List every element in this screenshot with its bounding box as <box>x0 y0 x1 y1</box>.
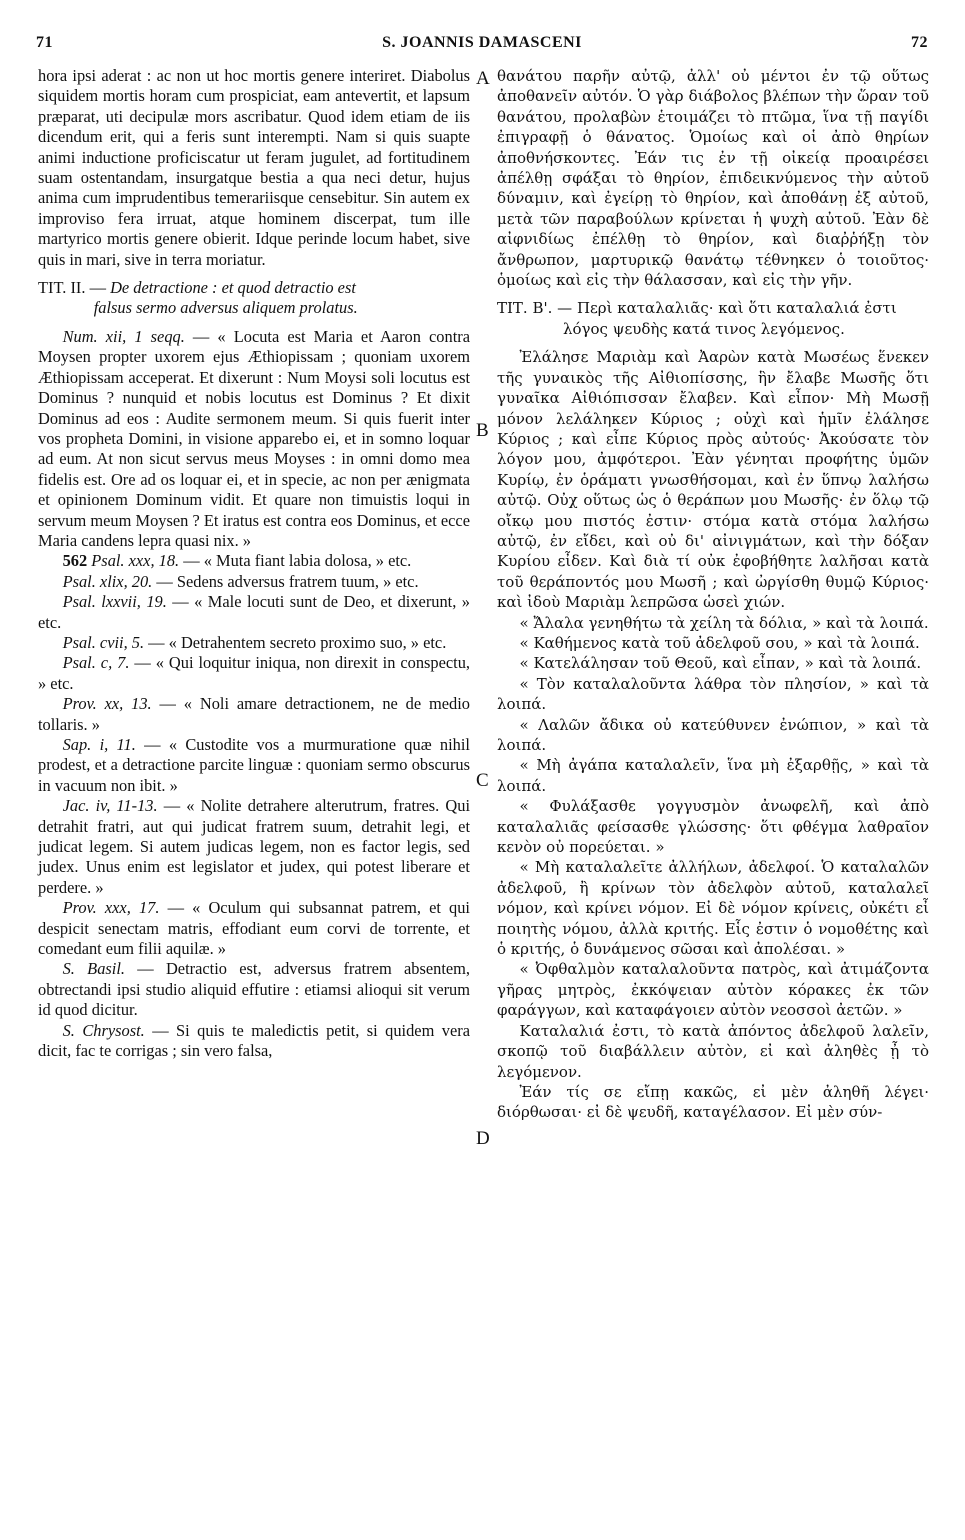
entry-text: — « Detrahentem secreto proximo suo, » etc. <box>144 632 447 652</box>
entry-text: — « Custodite vos a murmuratione quæ nihil prodest, et a detractione parcite linguæ : quoniam sermo obscurus in vacuum non ibit. » <box>38 735 470 795</box>
latin-title-label: TIT. II. — <box>38 278 106 298</box>
latin-entry <box>38 572 470 592</box>
entry-text: — Si quis te maledictis petit, si quidem vera dicit, fac te corrigas ; sin vero falsa, <box>38 1020 470 1061</box>
page-number-right: 72 <box>911 34 928 51</box>
entry-text: — « Muta fiant labia dolosa, » etc. <box>179 551 412 571</box>
entry-text: — « Qui loquitur iniqua, non direxit in conspectu, » etc. <box>38 653 470 693</box>
greek-paragraph: « Λαλῶν ἄδικα οὐ κατεύθυνεν ἐνώπιον, » καὶ τὰ λοιπά. <box>497 715 929 754</box>
greek-paragraph: « Καθήμενος κατὰ τοῦ ἀδελφοῦ σου, » καὶ τὰ λοιπά. <box>519 633 920 652</box>
latin-entry <box>38 694 470 735</box>
latin-entry <box>38 796 470 898</box>
scripture-reference: Prov. xx, 13. <box>62 694 152 714</box>
margin-marker-b: B <box>476 420 489 441</box>
margin-marker-d: D <box>476 1128 490 1149</box>
entry-text: — Sedens adversus fratrem tuum, » etc. <box>152 571 419 591</box>
scripture-reference: Num. xii, 1 seqq. <box>62 326 185 346</box>
greek-paragraph: « Κατελάλησαν τοῦ Θεοῦ, καὶ εἶπαν, » καὶ τὰ λοιπά. <box>519 654 922 673</box>
scripture-reference: Psal. xxx, 18. <box>91 551 180 571</box>
latin-entry <box>38 327 470 551</box>
latin-entry <box>38 653 470 694</box>
latin-entry <box>38 898 470 959</box>
greek-paragraph: « Ἄλαλα γενηθήτω τὰ χείλη τὰ δόλια, » καὶ τὰ λοιπά. <box>519 613 929 632</box>
scripture-reference: Sap. i, 11. <box>62 735 136 754</box>
greek-paragraph: Ἐάν τίς σε εἴπῃ κακῶς, εἰ μὲν ἀληθῆ λέγει· διόρθωσαι· εἰ δὲ ψευδῆ, καταγέλασον. Εἰ μὲν σύν- <box>497 1082 929 1122</box>
patristic-reference: S. Basil. <box>62 959 125 979</box>
entry-text: — « Nolite detrahere alterutrum, fratres. Qui detrahit fratri, aut qui judicat fratrem suum, detrahit legi, et judicat legem. Si autem judicas legem, non es factor legis, sed judex. Unus enim est legislator et judex, qui potest liberare et perdere. » <box>38 796 470 897</box>
greek-section-title <box>497 298 929 339</box>
greek-title-label: ΤΙΤ. Β'. — <box>497 299 573 318</box>
column-number: 562 <box>62 551 88 571</box>
latin-entry <box>38 592 470 633</box>
entry-text: — « Male locuti sunt de Deo, et dixerunt, » etc. <box>38 592 470 632</box>
scripture-reference: Psal. lxxvii, 19. <box>62 592 167 612</box>
latin-title-subtitle: falsus sermo adversus aliquem prolatus. <box>93 298 358 318</box>
latin-entry <box>38 959 470 1020</box>
greek-paragraph: Καταλαλιά ἐστι, τὸ κατὰ ἀπόντος ἀδελφοῦ λαλεῖν, σκοπῷ τοῦ διαβάλλειν αὐτὸν, εἰ καὶ ἀληθὲς ᾖ τὸ λεγόμενον. <box>497 1021 929 1081</box>
greek-paragraph: « Μὴ ἀγάπα καταλαλεῖν, ἵνα μὴ ἐξαρθῇς, » καὶ τὰ λοιπά. <box>497 756 929 795</box>
greek-title-subtitle: λόγος ψευδὴς κατά τινος λεγόμενος. <box>563 319 845 338</box>
latin-section-title <box>38 278 470 319</box>
entry-text: — Detractio est, adversus fratrem absentem, obtrectandi ipsi studio aliquid effutire : etiamsi alioqui sit verum id quod dicitur. <box>38 959 470 1020</box>
latin-entry <box>38 633 470 653</box>
scripture-reference: Psal. xlix, 20. <box>62 571 153 591</box>
greek-paragraph: Ἐλάλησε Μαριὰμ καὶ Ἀαρὼν κατὰ Μωσέως ἕνεκεν τῆς γυναικὸς τῆς Αἰθιοπίσσης, ἣν ἔλαβε Μωσῆς ὅτι γυναῖκα Αἰθιόπισσαν ἔλαβεν. Καὶ εἶπον· Μὴ Μωσῇ μόνον λελάληκεν Κύριος ; οὐχὶ καὶ ἡμῖν ἐλάλησε Κύριος ; καὶ εἶπε Κύριος πρὸς αὐτούς· Ἀκούσατε τὸν λόγον μου, ἀμφότεροι. Ἐὰν γένηται προφήτης ὑμῶν Κυρίῳ, ἐν ὁράματι γνωσθήσομαι, καὶ ἐν ὕπνῳ λαλήσω αὐτῷ. Οὐχ οὕτως ὡς ὁ θεράπων μου Μωσῆς· ἐν ὅλῳ τῷ οἴκῳ μου πιστός ἐστιν· στόμα κατὰ στόμα λαλήσω αὐτῷ, ἐν εἴδει, καὶ οὐ δι' αἰνιγμάτων, καὶ τὴν δόξαν Κυρίου εἶδεν. Καὶ διὰ τί οὐκ ἐφοβήθητε λαλῆσαι κατὰ τοῦ θεράποντός μου Μωσῆ ; καὶ ὠργίσθη θυμῷ Κύριος· καὶ ἰδοὺ Μαριὰμ λεπρῶσα ὡσεὶ χιών. <box>497 348 929 612</box>
entry-text: — « Noli amare detractionem, ne de medio tollaris. » <box>38 694 470 734</box>
entry-text: — « Locuta est Maria et Aaron contra Moysen propter uxorem ejus Æthiopissam ; quoniam uxorem Æthiopissam acceperat. Et dixerunt : Num Moysi soli locutus est Dominus ? nunquid et nobis locutus est Dominus ? Et dixit Dominus ad eos : Audite sermonem meum. Si quis fuerit inter vos propheta Domini, in visione apparebo ei, et in somno loquar ad eum. At non sicut servus meus Moyses : in omni domo mea fidelis est. Ore ad os loquar ei, et in specie, ac non per ænigmata et opinionem Dominum vidit. Et quare non timuistis loqui in servum meum Moysen ? Et iratus est contra eos Dominus, et ecce Maria candens lepra quasi nix. » <box>38 326 470 550</box>
latin-title-text: De detractione : et quod detractio est <box>110 278 356 298</box>
greek-column <box>497 66 929 1123</box>
latin-entry <box>38 735 470 796</box>
scripture-reference: Jac. iv, 11-13. <box>62 796 158 816</box>
latin-entry <box>38 1021 470 1062</box>
scripture-reference: Psal. c, 7. <box>62 653 130 673</box>
greek-paragraph: « Τὸν καταλαλοῦντα λάθρα τὸν πλησίον, » καὶ τὰ λοιπά. <box>497 674 929 714</box>
page-header <box>36 34 928 58</box>
margin-marker-a: A <box>476 68 490 89</box>
running-title: S. JOANNIS DAMASCENI <box>382 34 582 51</box>
greek-paragraph: « Μὴ καταλαλεῖτε ἀλλήλων, ἀδελφοί. Ὁ καταλαλῶν ἀδελφοῦ, ἢ κρίνων τὸν ἀδελφὸν αὐτοῦ, καταλαλεῖ νόμον, καὶ κρίνει νόμον. Εἰ δὲ νόμον κρίνεις, οὐκέτι εἶ ποιητὴς νόμου, ἀλλὰ κριτής. Εἷς ἐστιν ὁ νομοθέτης καὶ ὁ κριτής, ὁ δυνάμενος σῶσαι καὶ ἀπολέσαι. » <box>497 858 929 959</box>
latin-entry <box>38 551 470 571</box>
page-number-left: 71 <box>36 34 53 51</box>
greek-title-text: Περὶ καταλαλιᾶς· καὶ ὅτι καταλαλιά ἐστι <box>576 299 897 318</box>
entry-text: — « Oculum qui subsannat patrem, et qui despicit senectam matris, effodiant eum corvi de torrente, et comedant eum filii aquilæ. » <box>38 898 470 959</box>
greek-paragraph: « Ὀφθαλμὸν καταλαλοῦντα πατρὸς, καὶ ἀτιμάζοντα γῆρας μητρὸς, ἐκκόψειαν αὐτὸν κόρακες ἐκ τῶν φαράγγων, καὶ καταφάγοιεν αὐτὸν νεοσσοὶ ἀετῶν. » <box>497 960 929 1020</box>
margin-marker-c: C <box>476 770 489 791</box>
scripture-reference: Prov. xxx, 17. <box>62 898 160 918</box>
greek-intro-paragraph: θανάτου παρῆν αὐτῷ, ἀλλ' οὐ μέντοι ἐν τῷ οὕτως ἀποθανεῖν αὐτόν. Ὁ γὰρ διάβολος βλέπων τὴν ὥραν τοῦ θανάτου, προλαβὼν ἑτοιμάζει τὸ πτῶμα, ἵνα τῇ παγίδι ἐπιγραφῇ ὁ θάνατος. Ὁμοίως καὶ οἱ ἀπὸ θηρίων ἀποθνήσκοντες. Ἐάν τις ἐν τῇ οἰκείᾳ προαιρέσει ἀπέλθῃ σφάξαι τὸ θηρίον, ἐπιδεικνύμενος τὴν αὐτοῦ δύναμιν, καὶ ἐγείρῃ τὸ θηρίον, καὶ ἀποθάνῃ ἐξ αὐτοῦ, μετὰ τῶν παραβούλων κρίνεται ἡ ψυχὴ αὐτοῦ. Ἐὰν δὲ αἰφνιδίως ἐπέλθῃ τὸ θηρίον, καὶ διαῤῥήξῃ τὸν ἄνθρωπον, μαρτυρικῷ θανάτῳ τέθνηκεν ὁ τοιοῦτος· ὁμοίως καὶ εἰς τὴν θάλασσαν, καὶ εἰς τὴν γῆν. <box>497 67 929 290</box>
latin-column <box>38 66 470 1062</box>
patristic-reference: S. Chrysost. <box>62 1020 145 1040</box>
greek-paragraph: « Φυλάξασθε γογγυσμὸν ἀνωφελῆ, καὶ ἀπὸ καταλαλιᾶς φείσασθε γλώσσης· ὅτι φθέγμα λαθραῖον κενὸν οὐ πορεύεται. » <box>497 797 929 857</box>
scripture-reference: Psal. cvii, 5. <box>62 632 145 652</box>
latin-intro-paragraph: hora ipsi aderat : ac non ut hoc mortis genere interiret. Diabolus siquidem mortis horam cum prospiciat, eam antevertit, et lapsum præparat, uti decipulæ mors ascribatur. Quod idem etiam de iis dicendum erit, qui a feris sunt interempti. Nam si quis suapte animi inductione proficiscatur ut feram jugulet, ad fortitudinem suam ostentandam, insurgatque bestia a qua neci detur, hujus anima cum imprudentibus temerariisque censebitur. Sin autem ex improviso fera irruat, atque hominem discerpat, tum ille martyrico mortis genere obierit. Idque perinde locum habet, sive quis in mari, sive in terra moriatur. <box>38 66 470 269</box>
